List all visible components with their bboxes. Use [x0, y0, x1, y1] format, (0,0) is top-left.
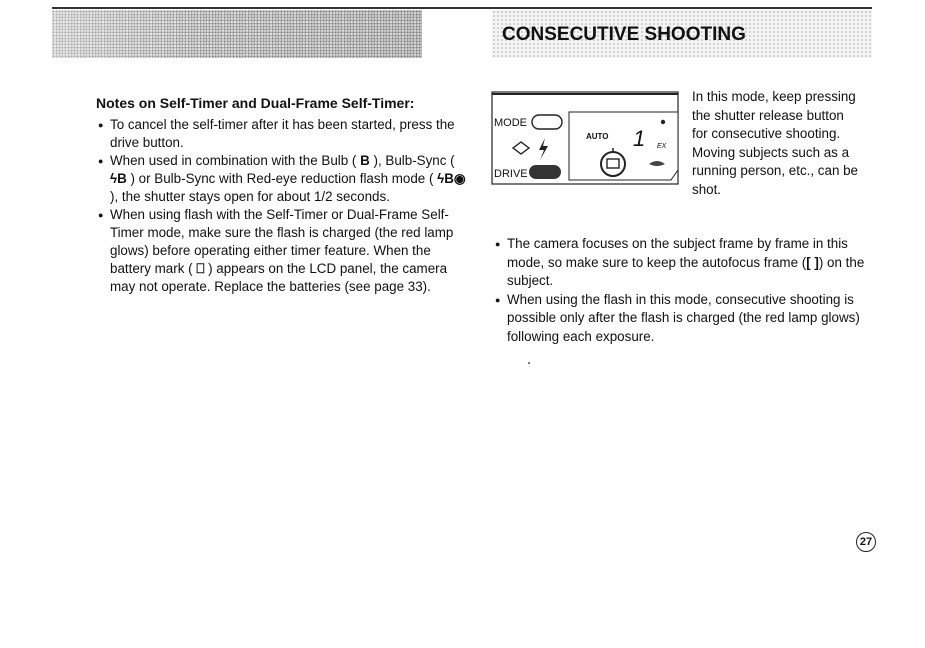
consecutive-shooting-icon — [601, 152, 625, 176]
mode-button-icon — [532, 115, 562, 129]
list-item: ● The camera focuses on the subject frame by frame in this mode, so make sure to keep the autofocus frame ([ ]) on the subject. — [493, 235, 865, 291]
lcd-frame-count: 1 — [633, 126, 646, 151]
intro-paragraph: In this mode, keep pressing the shutter release button for consecutive shooting. Moving subjects such as a running person, etc., can be shot. — [692, 89, 859, 197]
autofocus-frame-icon: [ ] — [806, 254, 819, 270]
notes-list — [96, 116, 468, 296]
bulb-redeye-icon: ϟB◉ — [437, 171, 466, 186]
list-item: ● When used in combination with the Bulb ( B ), Bulb-Sync ( ϟB ) or Bulb-Sync with Red-eye reduction flash mode ( ϟB◉ ), the shutter stays open for about 1/2 seconds. — [96, 152, 468, 206]
stray-dot — [528, 362, 530, 364]
bulb-sync-icon: ϟB — [110, 171, 127, 186]
lcd-ex-label: EX — [657, 143, 667, 150]
list-item: ● To cancel the self-timer after it has been started, press the drive button. — [96, 116, 468, 152]
lcd-auto-label: AUTO — [586, 132, 609, 141]
page-number: 27 — [856, 532, 876, 552]
notes-section — [96, 94, 468, 296]
header-rule — [52, 7, 872, 9]
lcd-mode-label: MODE — [494, 117, 527, 129]
drive-button-icon — [529, 165, 561, 179]
lcd-panel-illustration — [491, 90, 679, 186]
battery-icon: ⎕ — [196, 261, 205, 276]
bullet-list — [493, 235, 865, 346]
consecutive-notes — [493, 235, 865, 346]
header-halftone-left — [52, 10, 422, 58]
bulb-icon: B — [360, 153, 370, 168]
list-item: ● When using the flash in this mode, consecutive shooting is possible only after the flash is charged (the red lamp glows) following each exposure. — [493, 291, 865, 347]
list-item: ● When using flash with the Self-Timer or Dual-Frame Self-Timer mode, make sure the flash is charged (the red lamp glows) before operating either timer feature. When the battery mark ( ⎕ ) appears on the LCD panel, the camera may not operate. Replace the batteries (see page 33). — [96, 206, 468, 296]
page-title: CONSECUTIVE SHOOTING — [502, 24, 746, 45]
lcd-drive-label: DRIVE — [494, 168, 528, 180]
lcd-diagram — [491, 90, 681, 188]
notes-title: Notes on Self-Timer and Dual-Frame Self-Timer: — [96, 95, 415, 111]
